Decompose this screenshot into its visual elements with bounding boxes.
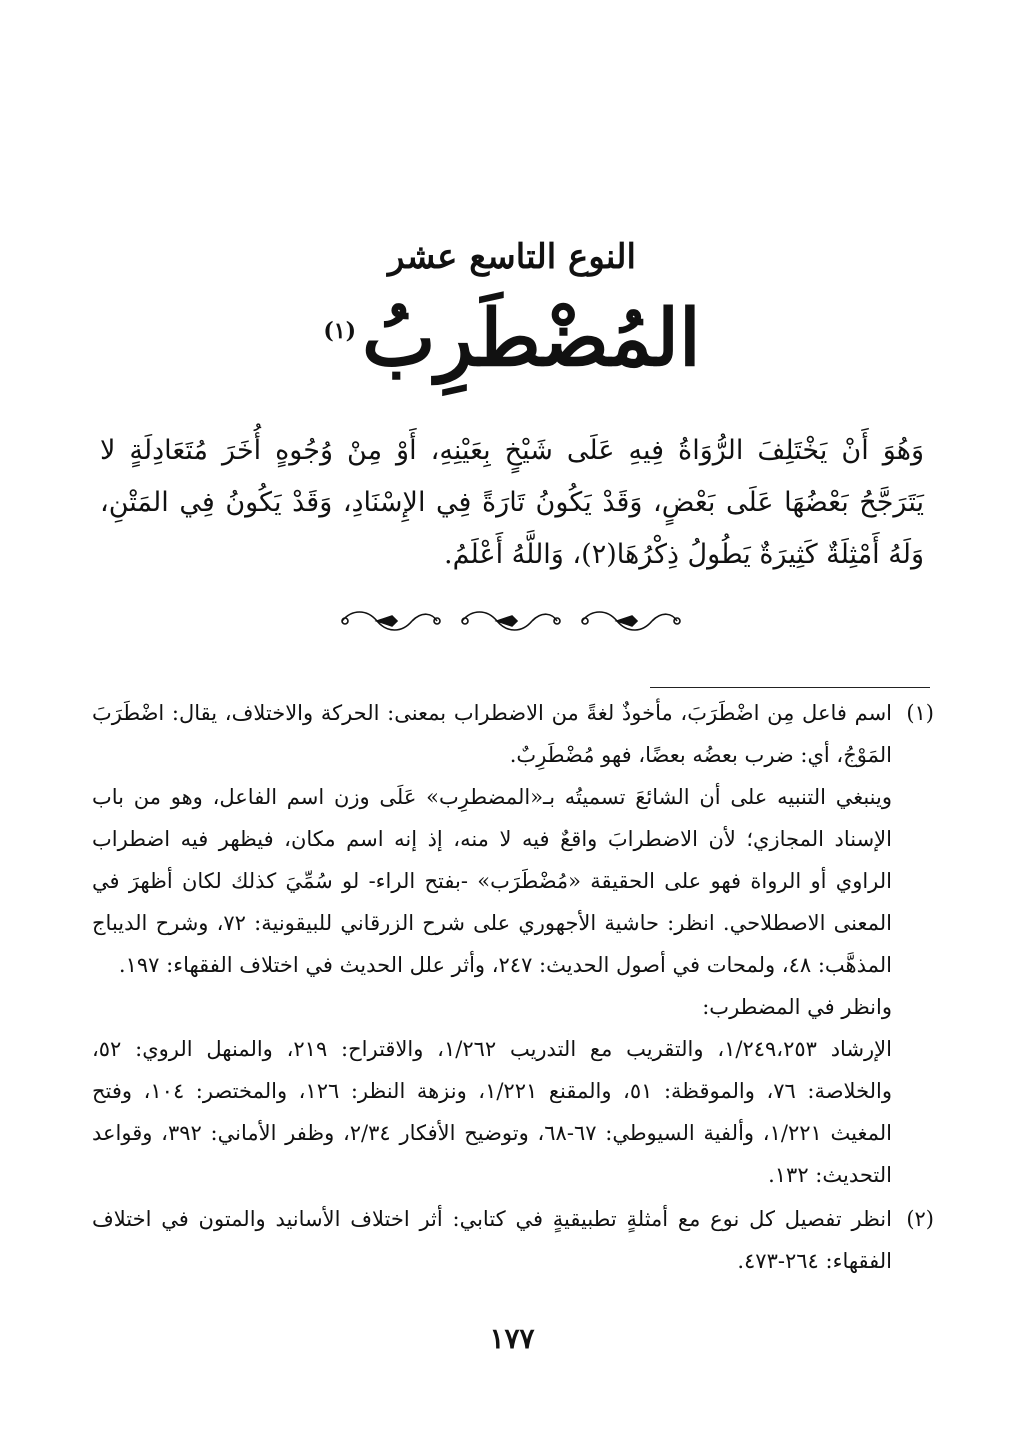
page-number: ١٧٧ [489, 1322, 535, 1355]
footnote-paragraph: اسم فاعل مِن اضْطَرَبَ، مأخوذٌ لغةً من الاضطراب بمعنى: الحركة والاختلاف، يقال: اضْطَرَبَ المَوْجُ، أي: ضرب بعضُه بعضًا، فهو مُضْطَرِبٌ. [92, 701, 892, 767]
footnote-1 [92, 692, 934, 1196]
footnote-body [92, 1198, 892, 1282]
main-text [100, 425, 924, 581]
footnote-paragraph: انظر تفصيل كل نوع مع أمثلةٍ تطبيقيةٍ في كتابي: أثر اختلاف الأسانيد والمتون في اختلاف الفقهاء: ٢٦٤-٤٧٣. [92, 1207, 892, 1273]
footnote-body [92, 692, 892, 1196]
main-paragraph: وَهُوَ أَنْ يَخْتَلِفَ الرُّوَاةُ فِيهِ عَلَى شَيْخٍ بِعَيْنِهِ، أَوْ مِنْ وُجُوهٍ أُخَرَ مُتَعَادِلَةٍ لا يَتَرَجَّحُ بَعْضُهَا عَلَى بَعْضٍ، وَقَدْ يَكُونُ تَارَةً فِي الإِسْنَادِ، وَقَدْ يَكُونُ فِي المَتْنِ، وَلَهُ أَمْثِلَةٌ كَثِيرَةٌ يَطُولُ ذِكْرُهَا(٢)، وَاللَّهُ أَعْلَمُ. [100, 435, 924, 570]
section-title-text: المُضْطَرِبُ [362, 293, 701, 384]
ornament-divider [337, 604, 687, 638]
footnote-paragraph: وانظر في المضطرب: [702, 995, 892, 1019]
footnote-number: (٢) [906, 1207, 934, 1231]
footnote-paragraph: الإرشاد ١/٢٤٩،٢٥٣، والتقريب مع التدريب ١/٢٦٢، والاقتراح: ٢١٩، والمنهل الروي: ٥٢، والخلاصة: ٧٦، والموقظة: ٥١، والمقنع ١/٢٢١، ونزهة النظر: ١٢٦، والمختصر: ١٠٤، وفتح المغيث ١/٢٢١، وألفية السيوطي: ٦٧-٦٨، وتوضيح الأفكار ٢/٣٤، وظفر الأماني: ٣٩٢، وقواعد التحديث: ١٣٢. [92, 1037, 893, 1187]
footnotes [92, 692, 934, 1284]
footnote-separator [650, 687, 930, 688]
footnote-2 [92, 1198, 934, 1282]
title-footnote-ref: (١) [323, 318, 357, 344]
footnote-number: (١) [906, 701, 934, 725]
footnote-paragraph: وينبغي التنبيه على أن الشائعَ تسميتُه بـ«المضطرِب» عَلَى وزن اسم الفاعل، وهو من باب الإسناد المجازي؛ لأن الاضطرابَ واقعٌ فيه لا منه، إذ إنه اسم مكان، فيظهر فيه اضطراب الراوي أو الرواة فهو على الحقيقة «مُضْطَرَب» -بفتح الراء- لو سُمِّيَ كذلك لكان أظهرَ في المعنى الاصطلاحي. انظر: حاشية الأجهوري على شرح الزرقاني للبيقونية: ٧٢، وشرح الديباج المذهَّب: ٤٨، ولمحات في أصول الحديث: ٢٤٧، وأثر علل الحديث في اختلاف الفقهاء: ١٩٧. [92, 785, 892, 977]
section-title [0, 293, 1024, 384]
chapter-heading: النوع التاسع عشر [388, 237, 636, 277]
